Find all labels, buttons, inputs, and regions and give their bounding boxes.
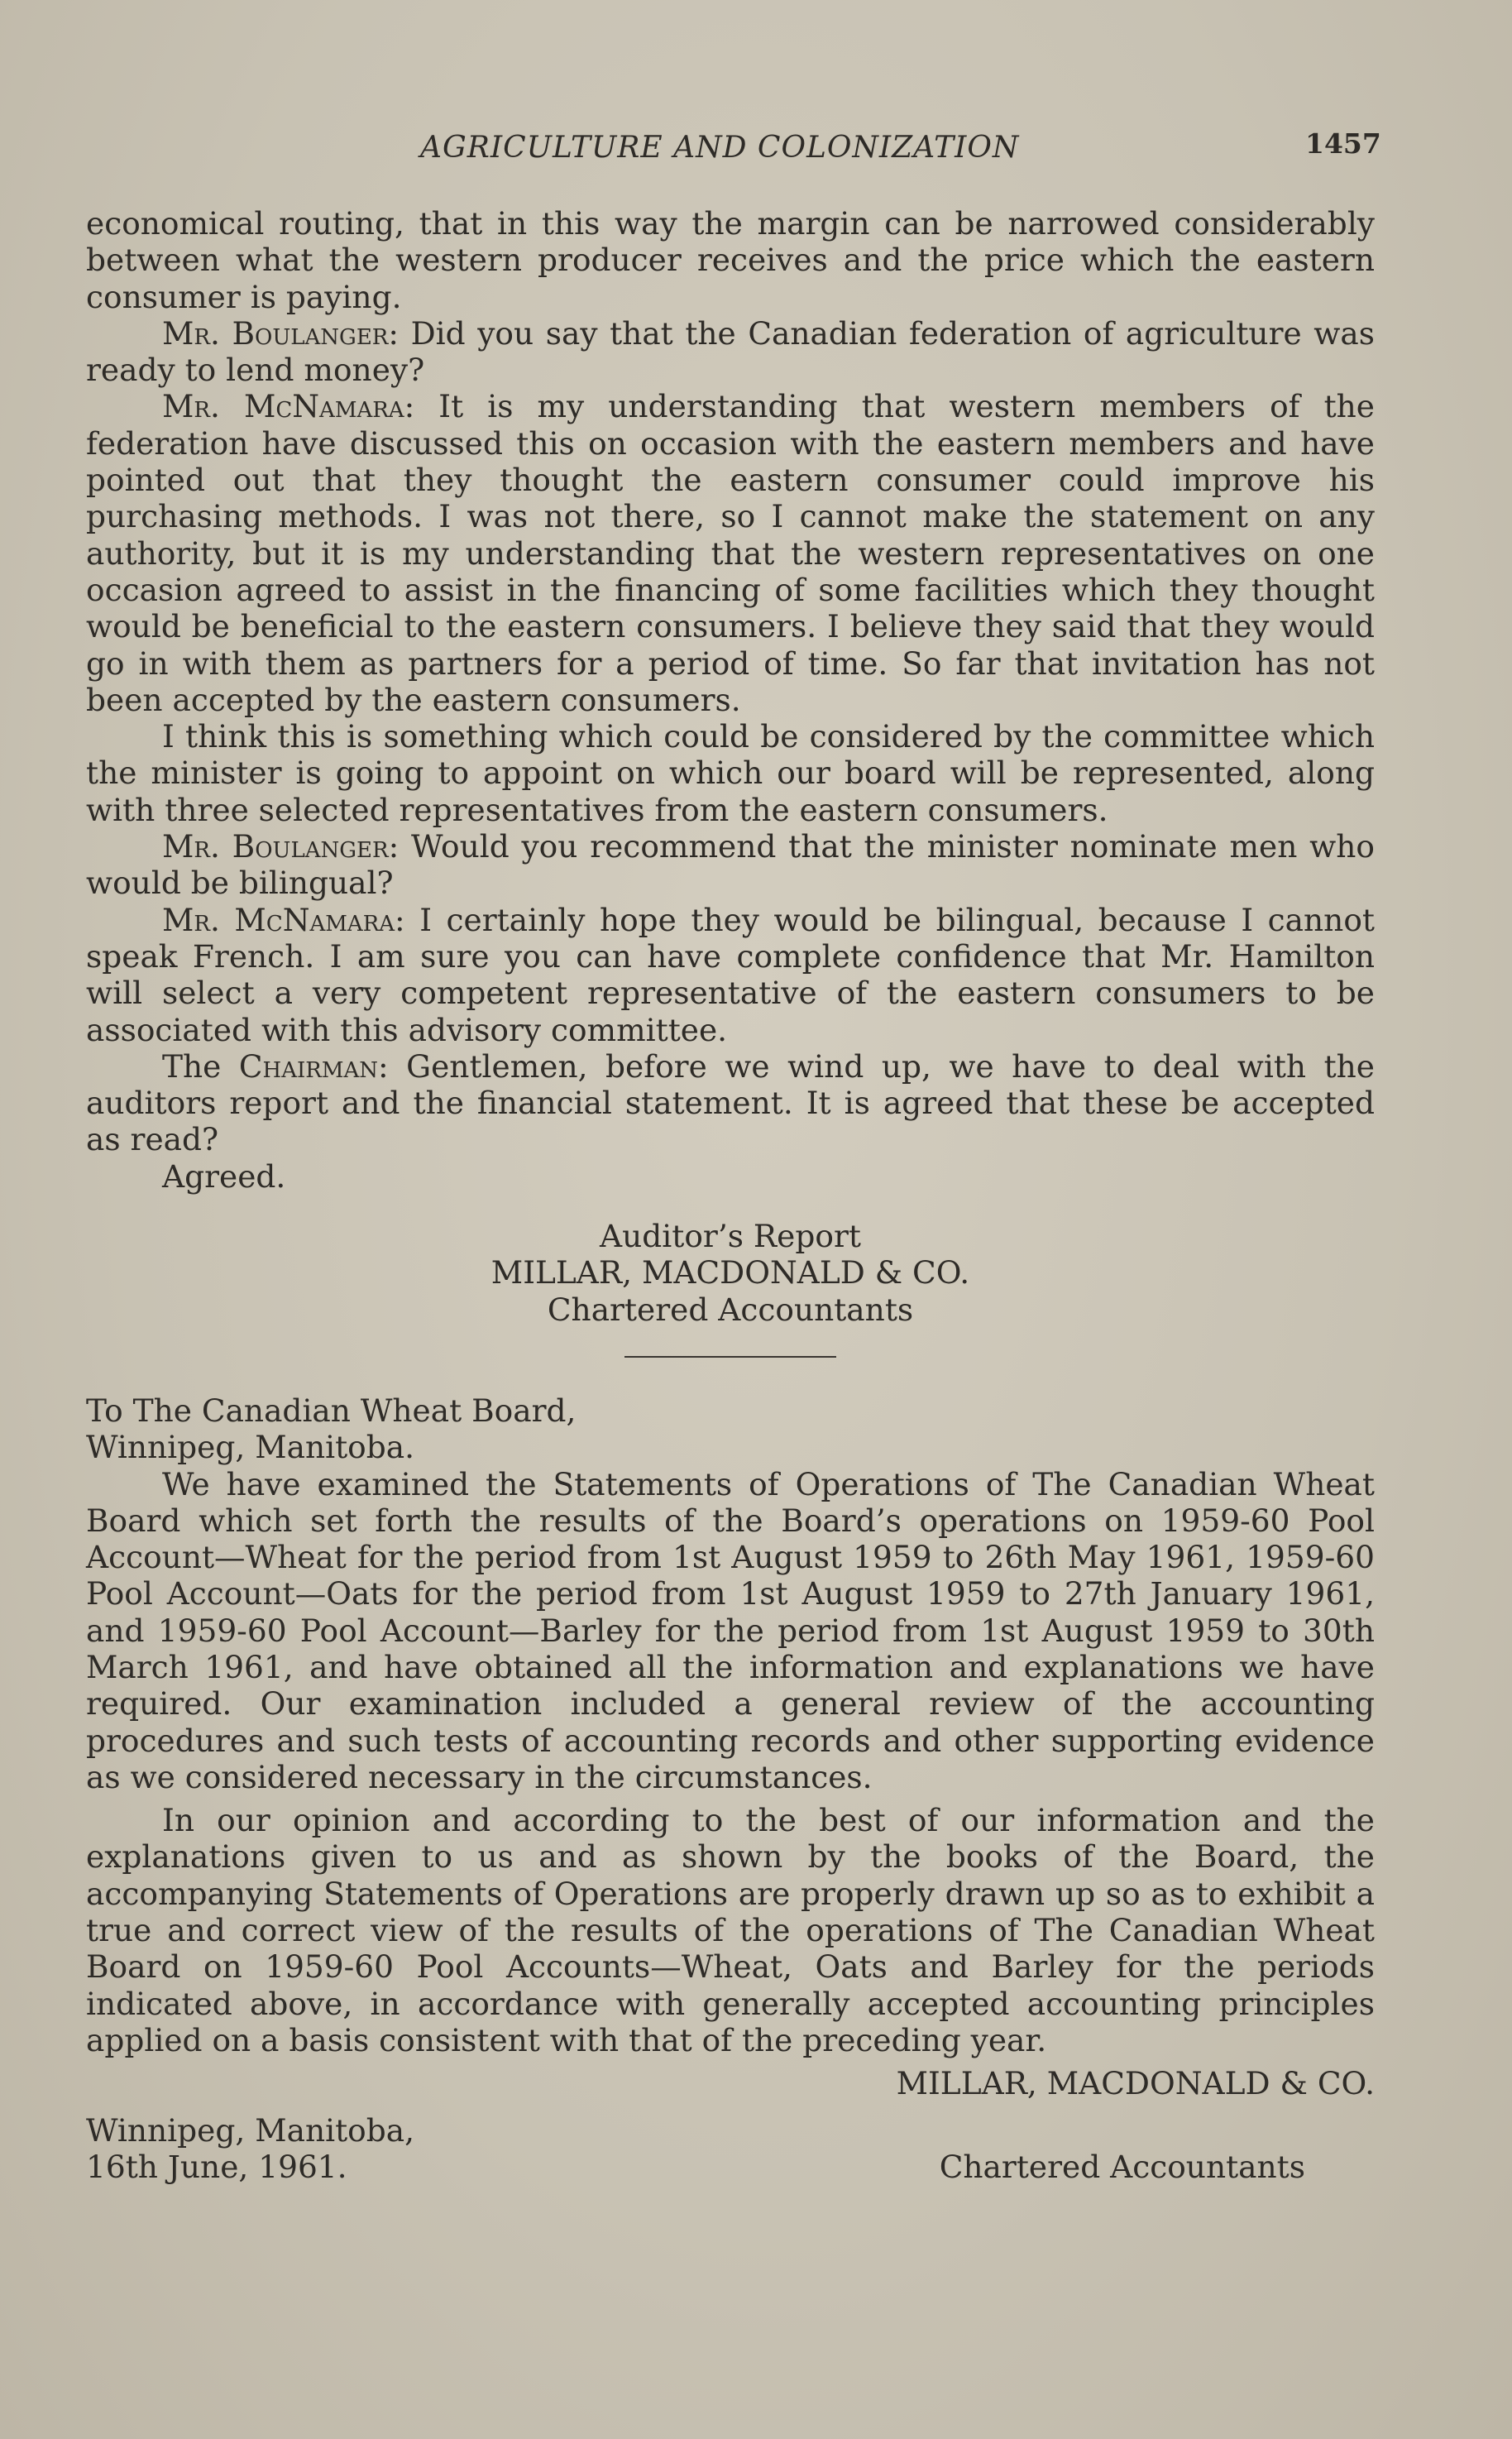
report-address [86, 1392, 1375, 1466]
place: Winnipeg, Manitoba, [86, 2111, 415, 2149]
report-subtitle: Chartered Accountants [547, 1291, 914, 1328]
speaker-name: Mr. Boulanger: [162, 314, 400, 352]
speech-text: Would you recommend that the minister nominate men who would be bilingual? [86, 828, 1375, 902]
paragraph [86, 828, 1375, 902]
running-title: AGRICULTURE AND COLONIZATION [420, 131, 1020, 165]
signature-firm: MILLAR, MACDONALD & CO. [896, 2065, 1375, 2102]
report-paragraph: In our opinion and according to the best of our information and the explanations given to us and as shown by the books of the Board, the accompanying Statements of Operations are properly drawn up so as to exhibit a true and correct view of the results of the operations of The Canadian Wheat Board on 1959-60 Pool Accounts—Wheat, Oats and Barley for the periods indicated above, in accordance with generally accepted accounting principles applied on a basis consistent with that of the preceding year. [86, 1802, 1375, 2058]
speech-text: It is my understanding that western members of the federation have discussed this on occasion with the eastern members and have pointed out that they thought the eastern consumer could improve his purchasing methods. I was not there, so I cannot make the statement on any authority, but it is my understanding that the western representatives on one occasion agreed to assist in the financing of some facilities which they thought would be beneficial to the eastern consumers. I believe they said that they would go in with them as partners for a period of time. So far that invitation has not been accepted by the eastern consumers. [86, 388, 1375, 718]
report-heading [86, 1218, 1375, 1328]
speaker-name: Mr. McNamara: [162, 388, 415, 425]
speaker-name: Mr. McNamara: [162, 901, 405, 938]
report-title: Auditor’s Report [600, 1218, 861, 1255]
page-header [0, 127, 1512, 172]
paragraph [86, 1048, 1375, 1158]
place-date [86, 2112, 414, 2186]
speaker-name: Chairman: [238, 1047, 389, 1085]
signature-title: Chartered Accountants [939, 2148, 1305, 2185]
signature-block [86, 2112, 1375, 2186]
speaker-name: Mr. Boulanger: [162, 828, 400, 865]
page-number: 1457 [1305, 127, 1381, 160]
paragraph: I think this is something which could be considered by the committee which the minister is going to appoint on which our board will be represented, along with three selected representatives from the eastern consumers. [86, 718, 1375, 828]
address-line: To The Canadian Wheat Board, [86, 1392, 577, 1429]
paragraph: economical routing, that in this way the margin can be narrowed considerably between what the western producer receives and the price which the eastern consumer is paying. [86, 205, 1375, 315]
paragraph [86, 388, 1375, 718]
report-firm: MILLAR, MACDONALD & CO. [490, 1254, 970, 1291]
address-line: Winnipeg, Manitoba. [86, 1429, 415, 1466]
speech-text: Gentlemen, before we wind up, we have to deal with the auditors report and the financial statement. It is agreed that these be accepted as read? [86, 1047, 1375, 1158]
report-paragraph: We have examined the Statements of Operations of The Canadian Wheat Board which set forth the results of the Board’s operations on 1959-60 Pool Account—Wheat for the period from 1st August 1959 to 26th May 1961, 1959-60 Pool Account—Oats for the period from 1st August 1959 to 27th January 1961, and 1959-60 Pool Account—Barley for the period from 1st August 1959 to 30th March 1961, and have obtained all the information and explanations we have required. Our examination included a general review of the accounting procedures and such tests of accounting records and other supporting evidence as we considered necessary in the circumstances. [86, 1465, 1375, 1795]
paragraph: Agreed. [162, 1157, 286, 1195]
speech-text: Did you say that the Canadian federation of agriculture was ready to lend money? [86, 314, 1375, 389]
speech-prefix: The [162, 1047, 239, 1085]
date: 16th June, 1961. [86, 2148, 347, 2185]
divider-rule [624, 1356, 836, 1358]
page-body [86, 205, 1375, 2185]
paragraph [86, 315, 1375, 389]
speech-text: I certainly hope they would be bilingual, because I cannot speak French. I am sure you can have complete confidence that Mr. Hamilton will select a very competent representative of the eastern consumers to be associated with this advisory committee. [86, 901, 1375, 1048]
paragraph [86, 902, 1375, 1048]
